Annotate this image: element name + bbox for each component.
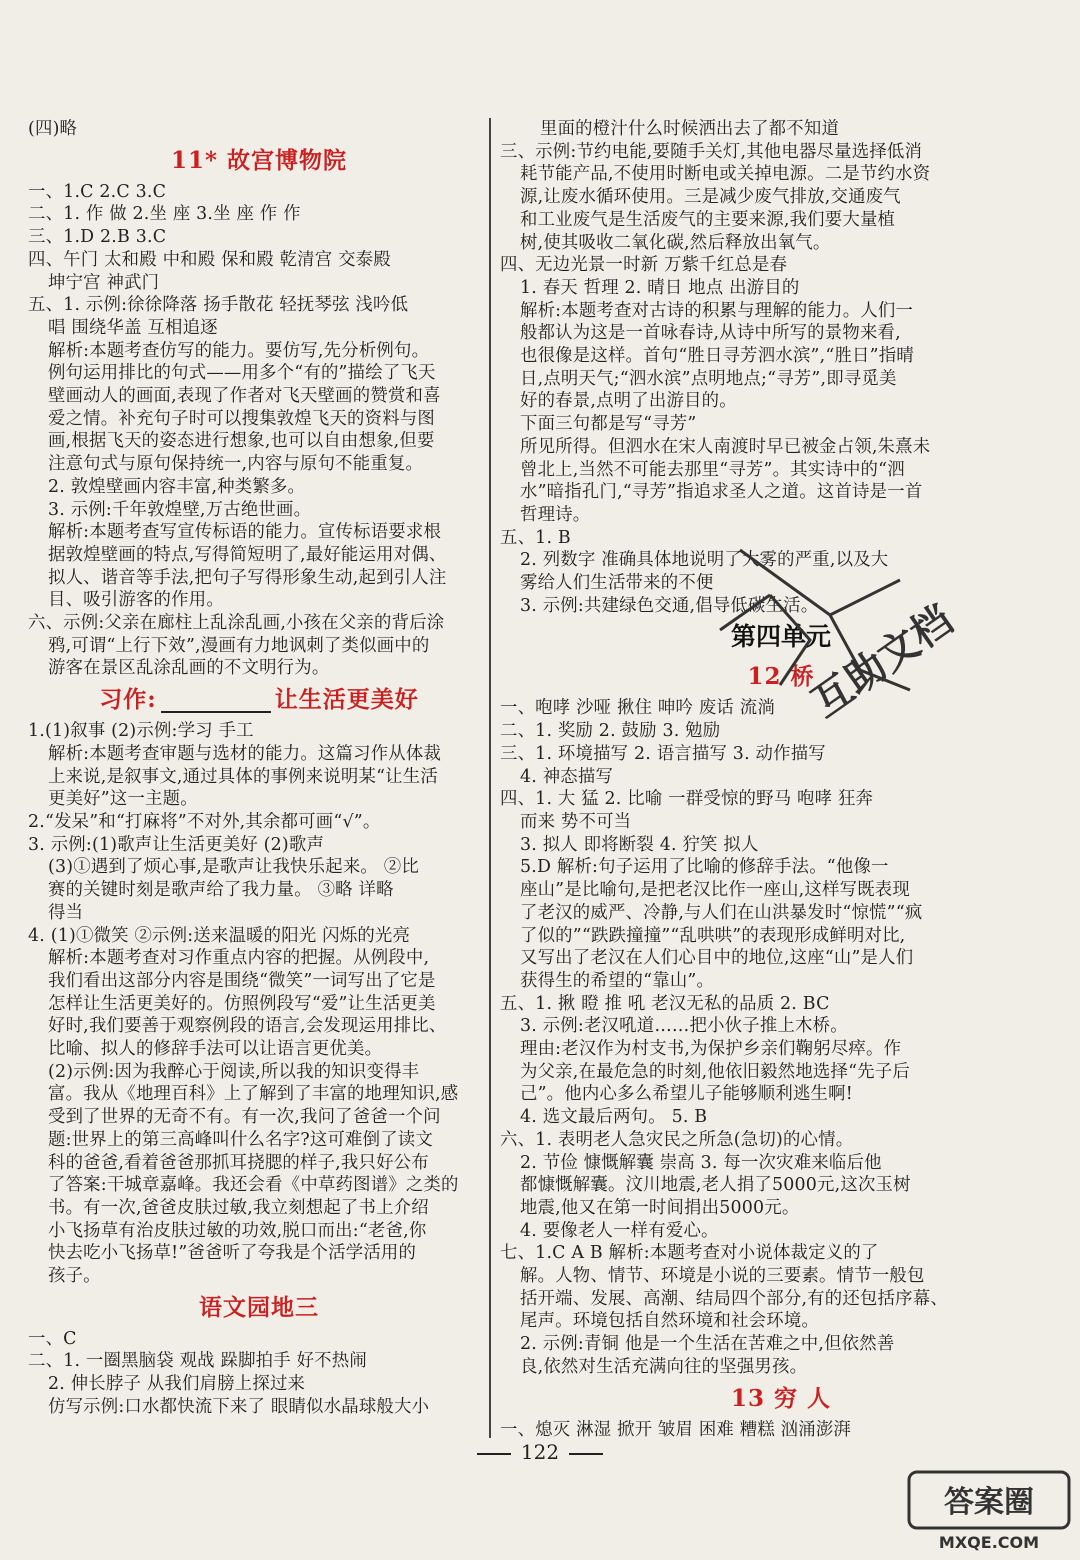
answer-line: 受到了世界的无奇不有。有一次,我问了爸爸一个问 [48, 1107, 441, 1128]
answer-line: 富。我从《地理百科》上了解到了丰富的地理知识,感 [48, 1084, 459, 1105]
answer-line: 5.D 解析:句子运用了比喻的修辞手法。“他像一 [520, 857, 889, 878]
answer-line: 二、1. 作 做 2.坐 座 3.坐 座 作 作 [28, 204, 301, 225]
answer-line: (四)略 [28, 119, 78, 139]
answer-line: 里面的橙汁什么时候洒出去了都不知道 [540, 119, 840, 139]
answer-line: 2. 节俭 慷慨解囊 崇高 3. 每一次灾难来临后他 [520, 1152, 882, 1173]
answer-line: 科的爸爸,看着爸爸那抓耳挠腮的样子,我只好公布 [48, 1152, 429, 1173]
answer-line: 日,点明天气;“泗水滨”点明地点;“寻芳”,即寻觅美 [520, 368, 897, 389]
answer-line: 得当 [48, 902, 84, 923]
answer-line: 1.(1)叙事 (2)示例:学习 手工 [28, 721, 254, 742]
answer-line: 4. 选文最后两句。 5. B [520, 1107, 708, 1128]
answer-line: 拟人、谐音等手法,把句子写得形象生动,起到引人注 [48, 567, 447, 588]
answer-line: 一、熄灭 淋湿 掀开 皱眉 困难 糟糕 汹涌澎湃 [500, 1419, 852, 1440]
answer-line: 理由:老汉作为村支书,为保护乡亲们鞠躬尽瘁。作 [520, 1039, 902, 1060]
answer-line: 我们看出这部分内容是围绕“微笑”一词写出了它是 [48, 970, 436, 991]
section-heading: 语文园地三 [199, 1293, 319, 1321]
answer-line: 一、C [28, 1328, 77, 1349]
left-column [28, 118, 490, 1419]
answer-line: 快去吃小飞扬草!”爸爸听了夸我是个活学活用的 [48, 1243, 417, 1264]
answer-line: 都慷慨解囊。汶川地震,老人捐了5000元,这次玉树 [520, 1175, 911, 1196]
answer-line: 下面三句都是写“寻芳” [520, 414, 697, 435]
answer-line: 2. 伸长脖子 从我们肩膀上探过来 [48, 1374, 306, 1395]
answer-line: 耗节能产品,不使用时断电或关掉电源。二是节约水资 [520, 164, 931, 185]
answer-line: 题:世界上的第三高峰叫什么名字?这可难倒了读文 [48, 1129, 433, 1150]
answer-line: 注意句式与原句保持统一,内容与原句不能重复。 [48, 454, 424, 475]
answer-line: 地震,他又在第一时间捐出5000元。 [520, 1197, 800, 1218]
answer-line: 仿写示例:口水都快流下来了 眼睛似水晶球般大小 [48, 1396, 430, 1417]
answer-line: 二、1. 一圈黑脑袋 观战 跺脚拍手 好不热闹 [28, 1351, 367, 1372]
answer-line: 例句运用排比的句式——用多个“有的”描绘了飞天 [48, 363, 436, 384]
answer-line: 良,依然对生活充满向往的坚强男孩。 [520, 1356, 808, 1377]
answer-line: 了答案:干城章嘉峰。我还会看《中草药图谱》之类的 [48, 1175, 459, 1196]
answer-line: 四、1. 大 猛 2. 比喻 一群受惊的野马 咆哮 狂奔 [500, 789, 874, 810]
answer-line: 怎样让生活更美好的。仿照例段写“爱”让生活更美 [48, 993, 436, 1014]
answer-line: 3. 示例:千年敦煌壁,万古绝世画。 [48, 499, 312, 520]
answer-line: 三、1. 环境描写 2. 语言描写 3. 动作描写 [500, 743, 826, 764]
answer-line: 更美好”这一主题。 [48, 789, 198, 810]
answer-line: 七、1.C A B 解析:本题考查对小说体裁定义的了 [500, 1243, 879, 1264]
section-heading: 12 桥 [747, 663, 815, 691]
answer-line: 所见所得。但泗水在宋人南渡时早已被金占领,朱熹未 [520, 436, 931, 457]
answer-line: 2. 列数字 准确具体地说明了大雾的严重,以及大 [520, 550, 889, 571]
answer-line: 解析:本题考查对习作重点内容的把握。从例段中, [48, 948, 430, 969]
answer-line: 上来说,是叙事文,通过具体的事例来说明某“让生活 [48, 766, 438, 787]
stamp-mark [700, 520, 962, 730]
answer-line: 雾给人们生活带来的不便 [520, 573, 714, 594]
answer-line: 了老汉的威严、冷静,与人们在山洪暴发时“惊慌”“疯 [520, 902, 923, 923]
answer-line: 四、午门 太和殿 中和殿 保和殿 乾清宫 交泰殿 [28, 249, 391, 270]
answer-line: 获得生的希望的“靠山”。 [520, 970, 715, 991]
answer-line: 游客在景区乱涂乱画的不文明行为。 [48, 658, 330, 679]
section-heading [28, 680, 490, 720]
answer-line: 唱 围绕华盖 互相追逐 [48, 317, 218, 338]
answer-line: 了似的”“跌跌撞撞”“乱哄哄”的表现形成鲜明对比, [520, 925, 906, 946]
answer-line: 4. 神态描写 [520, 766, 614, 787]
answer-line: 解析:本题考查审题与选材的能力。这篇习作从体裁 [48, 743, 442, 764]
answer-line: 一、咆哮 沙哑 揪住 呻吟 废话 流淌 [500, 698, 775, 719]
answer-line: 比喻、拟人的修辞手法可以让语言更优美。 [48, 1039, 383, 1060]
answer-line: 解析:本题考查对古诗的积累与理解的能力。人们一 [520, 300, 914, 321]
answer-line: 括开端、发展、高潮、结局四个部分,有的还包括序幕、 [520, 1288, 948, 1309]
answer-line: 2.“发呆”和“打麻将”不对外,其余都可画“√”。 [28, 811, 381, 832]
answer-line: 水”暗指孔门,“寻芳”指追求圣人之道。这首诗是一首 [520, 482, 923, 503]
answer-line: 二、1. 奖励 2. 鼓励 3. 勉励 [500, 721, 721, 742]
answer-line: 也很像是这样。首句“胜日寻芳泗水滨”,“胜日”指晴 [520, 346, 914, 367]
answer-line: 源,让废水循环使用。三是减少废气排放,交通废气 [520, 187, 901, 208]
answer-line: 三、1.D 2.B 3.C [28, 227, 167, 248]
answer-line: 又写出了老汉在人们心目中的地位,这座“山”是人们 [520, 948, 914, 969]
heading-title: 让生活更美好 [274, 686, 419, 714]
answer-line: 座山”是比喻句,是把老汉比作一座山,这样写既表现 [520, 880, 910, 901]
answer-line: 一、1.C 2.C 3.C [28, 181, 167, 202]
answer-line: 2. 敦煌壁画内容丰富,种类繁多。 [48, 476, 306, 497]
answer-line: 3. 拟人 即将断裂 4. 狞笑 拟人 [520, 834, 759, 855]
answer-line: 3. 示例:共建绿色交通,倡导低碳生活。 [520, 595, 819, 616]
answer-line: 好时,我们要善于观察例段的语言,会发现运用排比、 [48, 1016, 447, 1037]
answer-line: 画,根据飞天的姿态进行想象,也可以自由想象,但要 [48, 431, 435, 452]
answer-line: 解析:本题考查仿写的能力。要仿写,先分析例句。 [48, 340, 430, 361]
answer-line: 五、1. B [500, 527, 571, 548]
answer-line: 2. 示例:青铜 他是一个生活在苦难之中,但依然善 [520, 1334, 895, 1355]
answer-line: 坤宁宫 神武门 [48, 272, 160, 293]
answer-line: 鸦,可谓“上行下效”,漫画有力地讽刺了类似画中的 [48, 635, 430, 656]
answer-line: 3. 示例:(1)歌声让生活更美好 (2)歌声 [28, 834, 325, 855]
answer-line: 1. 春天 哲理 2. 晴日 地点 出游目的 [520, 277, 800, 298]
answer-line: 曾北上,当然不可能去那里“寻芳”。其实诗中的“泗 [520, 459, 905, 480]
unit-heading: 第四单元 [730, 622, 831, 652]
right-column [500, 118, 1062, 1441]
answer-line: 爱之情。补充句子时可以搜集敦煌飞天的资料与图 [48, 408, 435, 429]
answer-line: (3)①遇到了烦心事,是歌声让我快乐起来。 ②比 [48, 857, 419, 878]
answer-line: 五、1. 示例:徐徐降落 扬手散花 轻抚琴弦 浅吟低 [28, 295, 409, 316]
answer-line: 好的春景,点明了出游目的。 [520, 391, 737, 412]
heading-prefix: 习作: [99, 686, 157, 714]
stamp-text: 互助文档 [803, 596, 962, 727]
answer-line: 4. 要像老人一样有爱心。 [520, 1220, 719, 1241]
answer-line: 壁画动人的画面,表现了作者对飞天壁画的赞赏和喜 [48, 386, 441, 407]
answer-line: 3. 示例:老汉吼道……把小伙子推上木桥。 [520, 1016, 848, 1037]
answer-line: 书。有一次,爸爸皮肤过敏,我立刻想起了书上介绍 [48, 1197, 429, 1218]
answer-line: 目、吸引游客的作用。 [48, 590, 224, 611]
answer-line: 据敦煌壁画的特点,写得简短明了,最好能运用对偶、 [48, 544, 447, 565]
section-heading: 13 穷 人 [730, 1384, 832, 1412]
answer-line: 己”。他内心多么希望儿子能够顺利逃生啊! [520, 1084, 853, 1105]
answer-line: 树,使其吸收二氧化碳,然后释放出氧气。 [520, 232, 831, 253]
column-divider [489, 118, 491, 1438]
answer-line: 而来 势不可当 [520, 811, 632, 832]
answer-line: 三、示例:节约电能,要随手关灯,其他电器尽量选择低消 [500, 141, 923, 162]
answer-line: 孩子。 [48, 1266, 101, 1287]
answer-line: 解。人物、情节、环境是小说的三要素。情节一般包 [520, 1266, 925, 1287]
answer-line: 小飞扬草有治皮肤过敏的功效,脱口而出:“老爸,你 [48, 1220, 427, 1241]
answer-line: 五、1. 揪 瞪 推 吼 老汉无私的品质 2. BC [500, 993, 830, 1014]
answer-line: 解析:本题考查写宣传标语的能力。宣传标语要求根 [48, 522, 442, 543]
answer-line: 尾声。环境包括自然环境和社会环境。 [520, 1311, 820, 1332]
answer-line: 般都认为这是一首咏春诗,从诗中所写的景物来看, [520, 323, 901, 344]
page-number: 122 [0, 1440, 1080, 1464]
answer-line: 六、示例:父亲在廊柱上乱涂乱画,小孩在父亲的背后涂 [28, 613, 445, 634]
answer-line: 和工业废气是生活废气的主要来源,我们要大量植 [520, 209, 896, 230]
section-heading: 11* 故宫博物院 [170, 146, 348, 174]
answer-line: 四、无边光景一时新 万紫千红总是春 [500, 255, 788, 276]
watermark-url: MXQE.COM [938, 1533, 1040, 1552]
answer-line: 六、1. 表明老人急灾民之所急(急切)的心情。 [500, 1129, 854, 1150]
answer-line: 4. (1)①微笑 ②示例:送来温暖的阳光 闪烁的光亮 [28, 925, 411, 946]
answer-line: (2)示例:因为我醉心于阅读,所以我的知识变得丰 [48, 1061, 420, 1082]
answer-line: 哲理诗。 [520, 504, 591, 525]
watermark-text: 答案圈 [944, 1485, 1034, 1520]
watermark-logo [905, 1468, 1075, 1554]
answer-line: 为父亲,在最危急的时刻,他依旧毅然地选择“先子后 [520, 1061, 910, 1082]
answer-line: 赛的关键时刻是歌声给了我力量。 ③略 详略 [48, 880, 394, 901]
